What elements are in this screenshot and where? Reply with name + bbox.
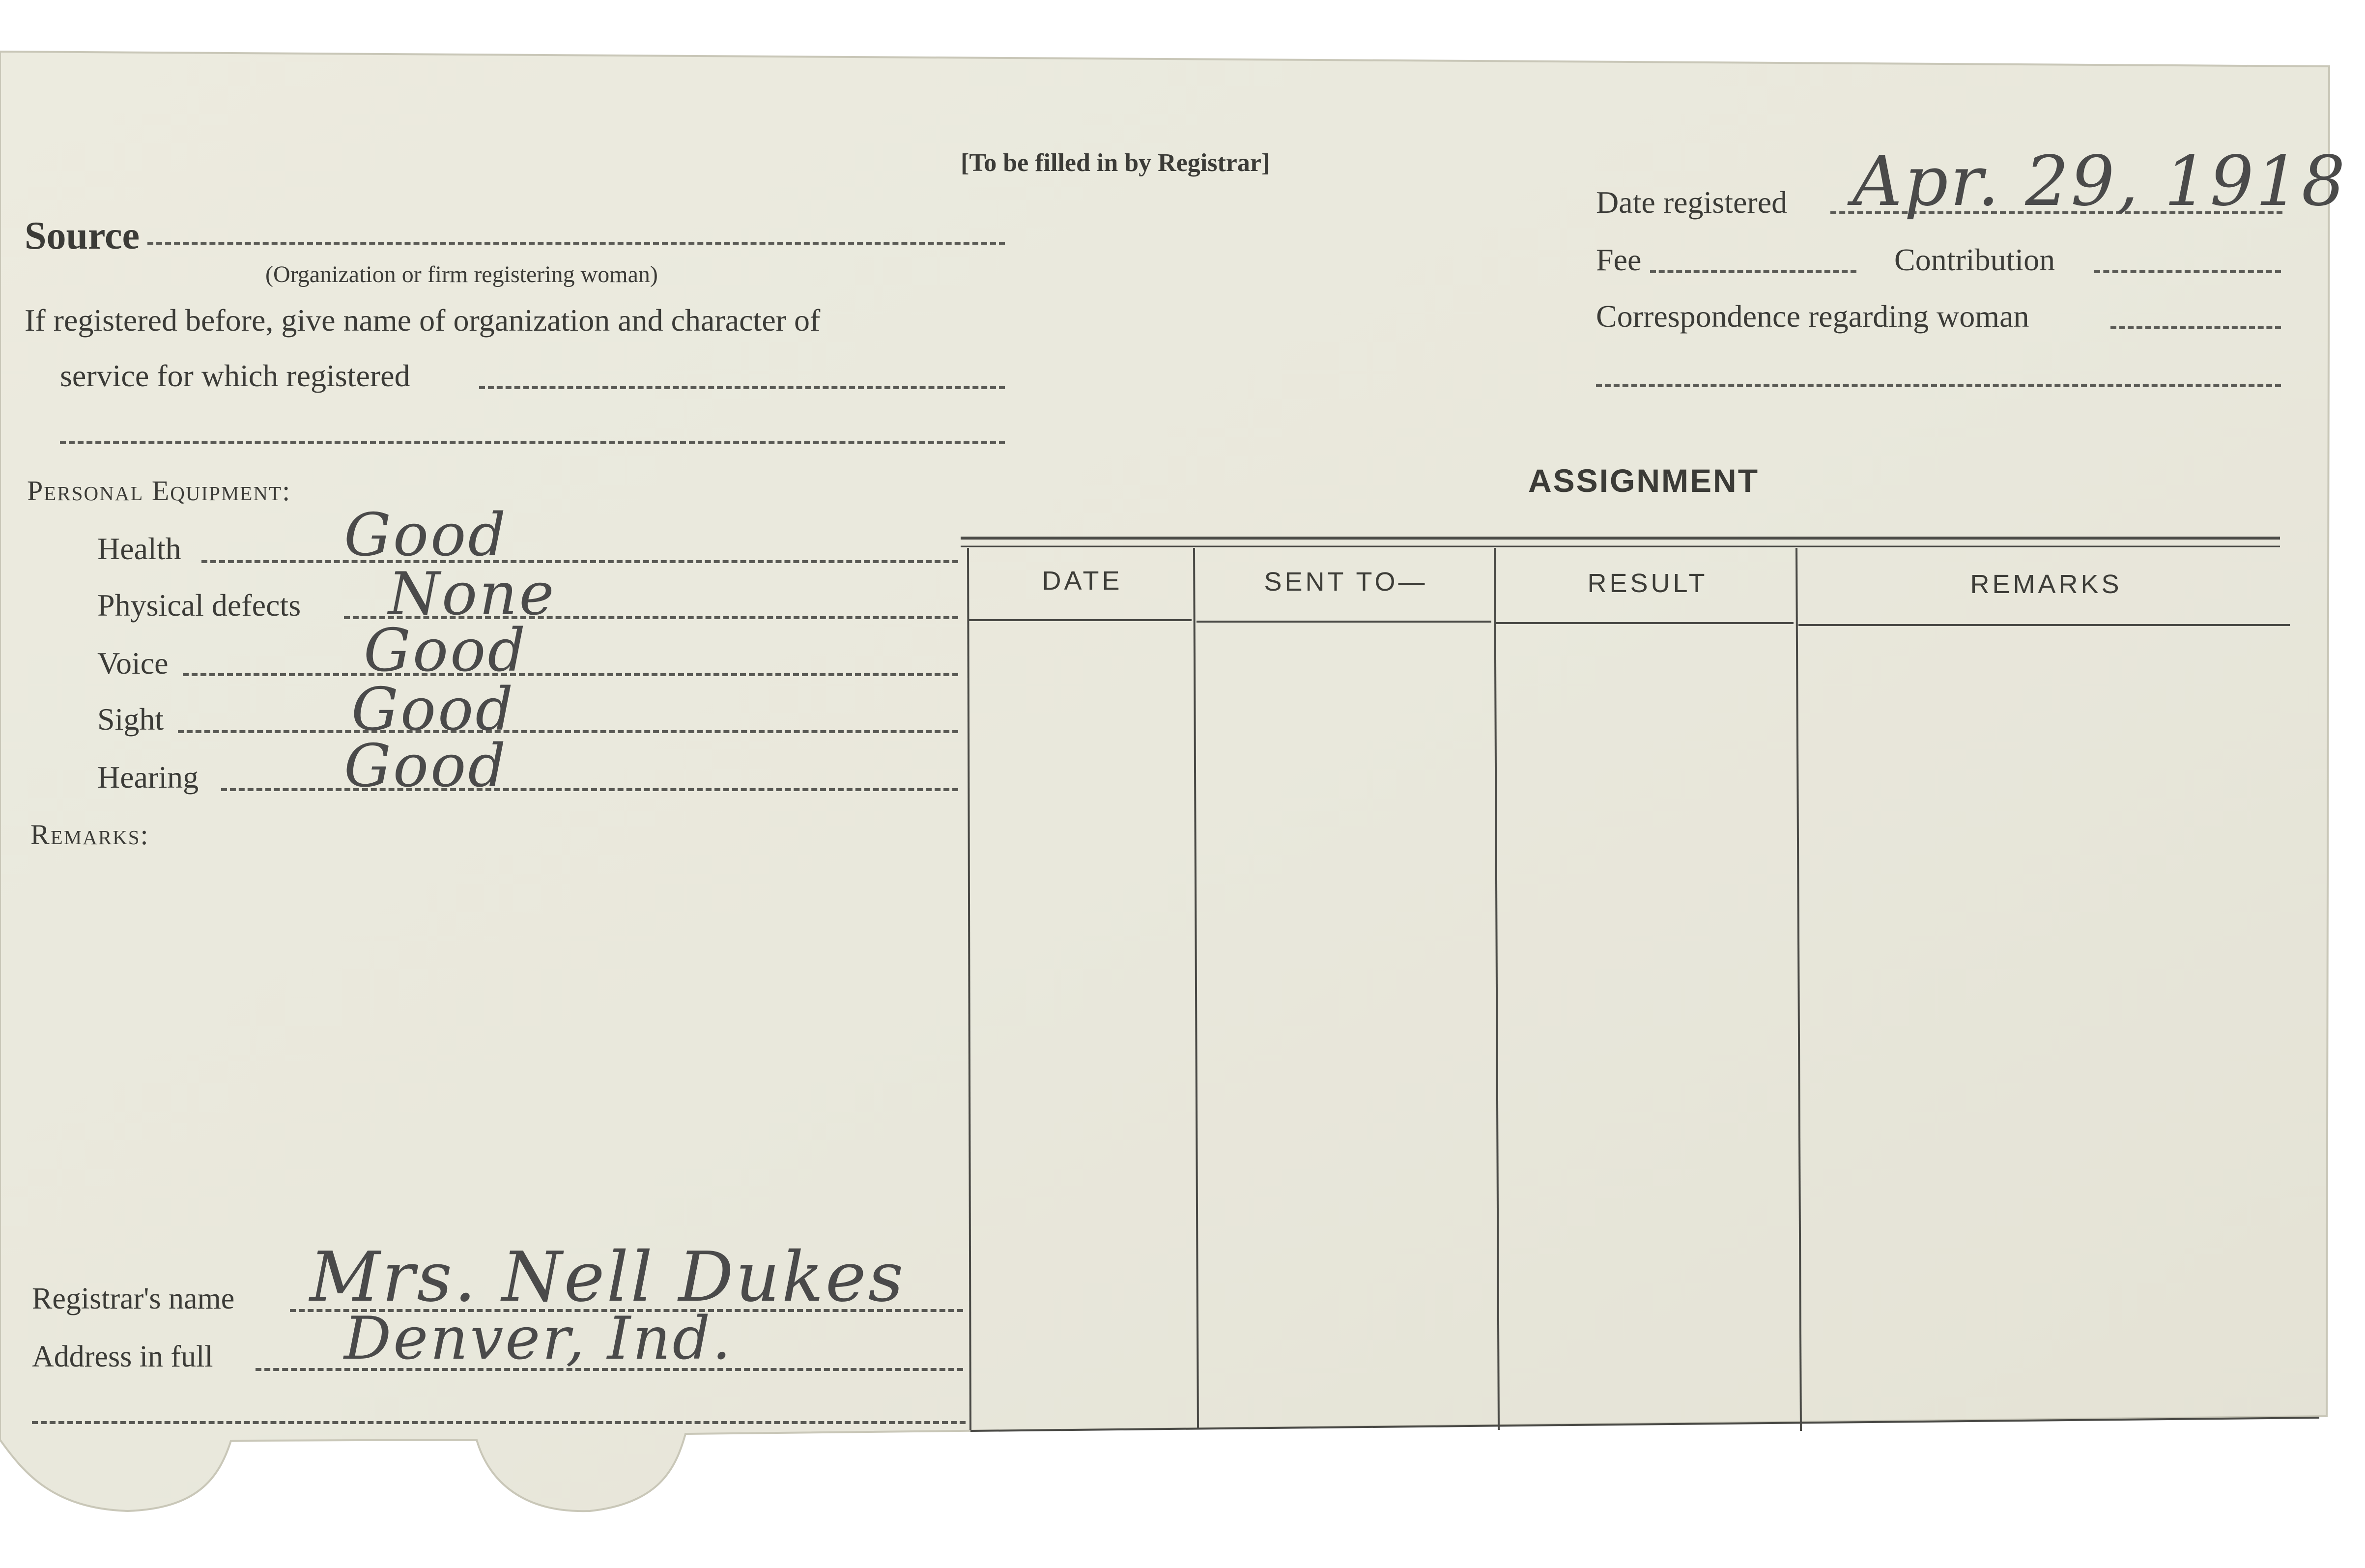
health-label: Health (97, 531, 181, 566)
assignment-col-remarks: REMARKS (1970, 570, 2122, 599)
address-label: Address in full (32, 1340, 213, 1373)
voice-value: Good (364, 617, 528, 685)
source-label: Source (25, 214, 140, 257)
physical-defects-label: Physical defects (97, 588, 301, 623)
date-registered-label: Date registered (1596, 185, 1788, 220)
hearing-leader (221, 788, 958, 791)
voice-leader (183, 673, 958, 676)
correspondence-leader (2110, 326, 2281, 329)
sight-leader (178, 730, 958, 733)
physical-defects-value: None (388, 560, 556, 628)
registered-before-line2: service for which registered (60, 358, 410, 393)
assignment-col-date: DATE (1042, 566, 1123, 596)
registered-before-leader-2 (60, 441, 1005, 444)
source-leader (147, 242, 1005, 245)
sight-value: Good (351, 676, 515, 744)
health-leader (201, 560, 958, 563)
registered-before-leader (479, 386, 1005, 389)
hearing-value: Good (344, 732, 508, 800)
hearing-label: Hearing (97, 760, 199, 795)
assignment-title: ASSIGNMENT (1528, 462, 1760, 499)
source-hint: (Organization or firm registering woman) (265, 261, 658, 287)
contribution-label: Contribution (1894, 242, 2055, 277)
address-value: Denver, Ind. (344, 1305, 733, 1373)
registrar-name-value: Mrs. Nell Dukes (310, 1237, 906, 1317)
personal-equipment-heading: Personal Equipment: (27, 475, 291, 507)
voice-label: Voice (97, 646, 169, 681)
assignment-col-sent-to: SENT TO— (1264, 567, 1428, 597)
fee-leader (1650, 270, 1856, 273)
address-leader-2 (32, 1421, 966, 1424)
sight-label: Sight (97, 702, 164, 737)
registered-before-line1: If registered before, give name of organization and character of (25, 303, 821, 338)
fee-label: Fee (1596, 242, 1642, 277)
registrar-name-label: Registrar's name (32, 1282, 235, 1315)
date-registered-value: Apr. 29, 1918 (1852, 142, 2347, 222)
health-value: Good (344, 501, 508, 570)
contribution-leader (2094, 270, 2281, 273)
correspondence-label: Correspondence regarding woman (1596, 299, 2029, 334)
correspondence-leader-2 (1596, 384, 2281, 387)
assignment-col-result: RESULT (1587, 569, 1708, 598)
remarks-label: Remarks: (30, 819, 149, 851)
registrar-note: [To be filled in by Registrar] (961, 149, 1270, 177)
